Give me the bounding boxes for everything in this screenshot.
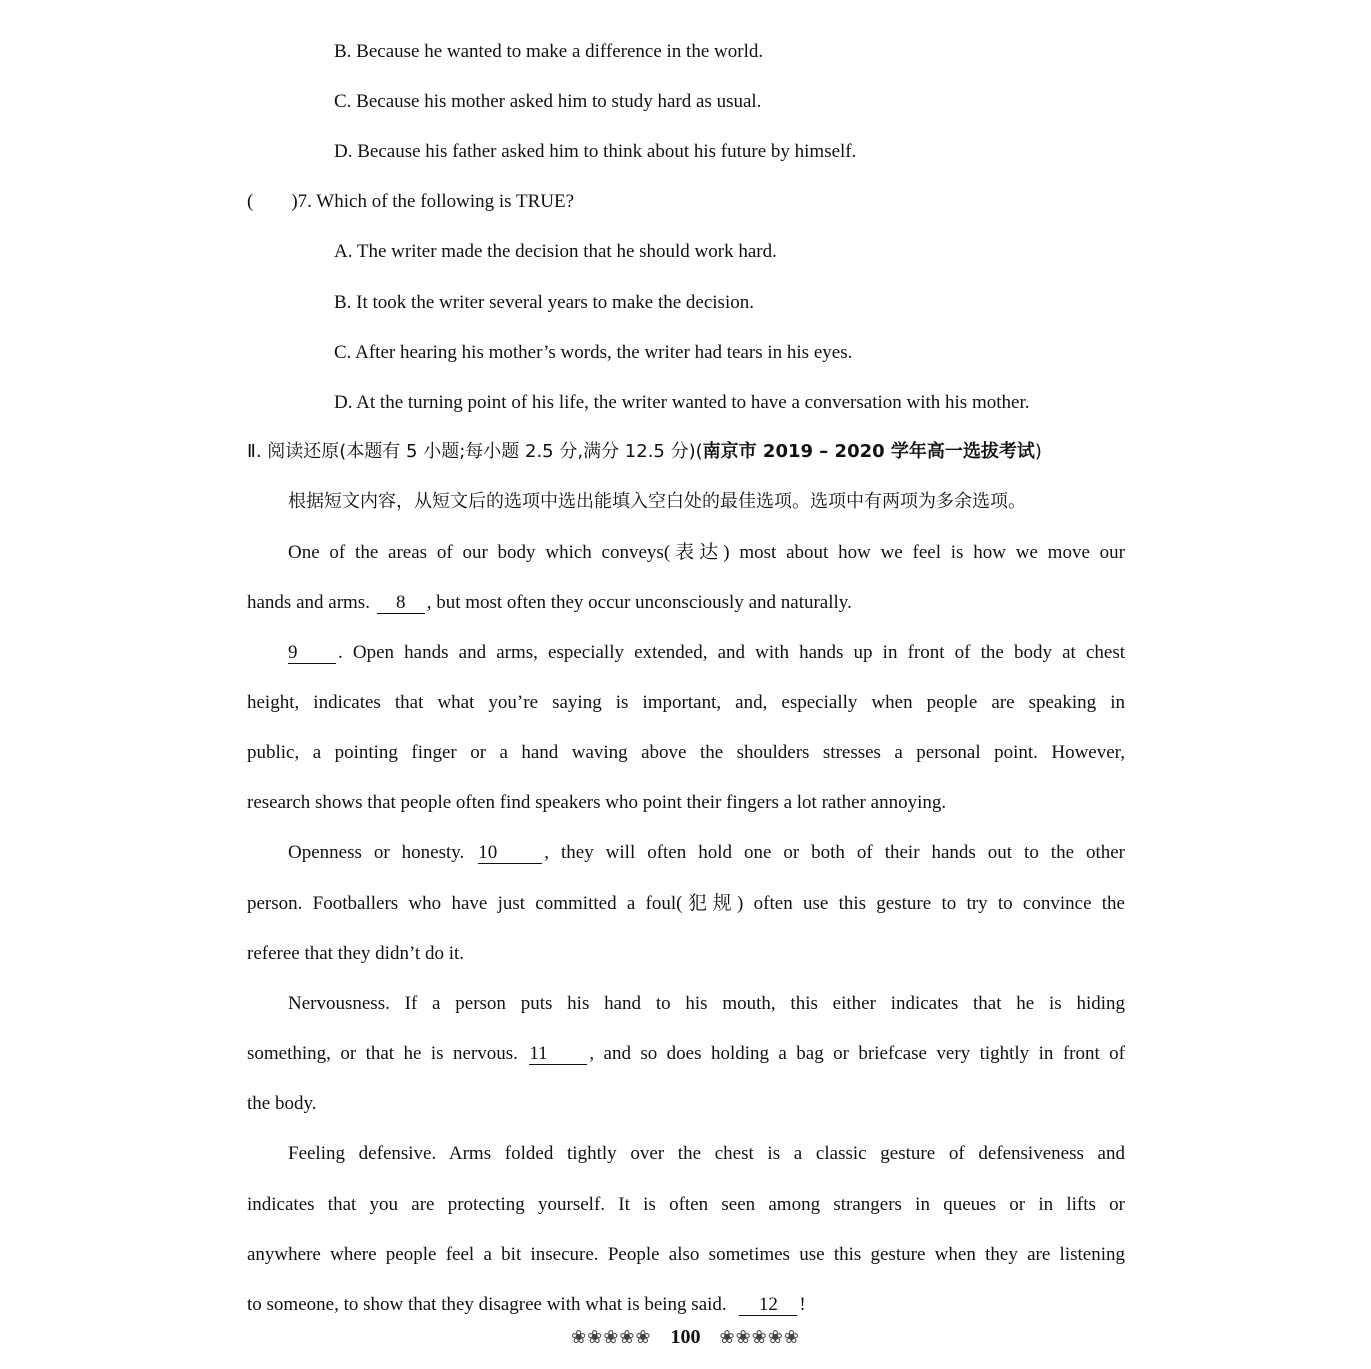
passage-line — [288, 641, 1125, 665]
section-instruction: 根据短文内容，从短文后的选项中选出能填入空白处的最佳选项。选项中有两项为多余选项。 — [288, 491, 1026, 512]
passage-line: public, a pointing finger or a hand waving above the shoulders stresses a personal point. However, — [247, 742, 1125, 763]
blank-9: 9 — [288, 643, 336, 664]
section-source: 南京市 2019 – 2020 学年高一选拔考试 — [702, 441, 1035, 462]
passage-line — [247, 1042, 1125, 1066]
blank-10: 10 — [478, 843, 542, 864]
passage-line — [247, 1293, 806, 1317]
q7-option-d: D. At the turning point of his life, the writer wanted to have a conversation with his mother. — [334, 392, 1030, 413]
passage-text: to someone, to show that they disagree with what is being said. — [247, 1294, 727, 1315]
passage-line: indicates that you are protecting yourself. It is often seen among strangers in queues or in lifts or — [247, 1194, 1125, 1215]
page-number: 100 — [670, 1326, 701, 1348]
passage-line: referee that they didn’t do it. — [247, 943, 465, 964]
page-footer — [0, 1324, 1371, 1351]
passage-line — [247, 591, 852, 615]
passage-line: anywhere where people feel a bit insecure. People also sometimes use this gesture when they are listening — [247, 1244, 1125, 1265]
q7-option-c: C. After hearing his mother’s words, the writer had tears in his eyes. — [334, 342, 853, 363]
passage-line: research shows that people often find speakers who point their fingers a lot rather annoying. — [247, 792, 947, 813]
q6-option-c: C. Because his mother asked him to study hard as usual. — [334, 91, 762, 112]
passage-text: Openness or honesty. — [288, 842, 465, 863]
passage-text: , they will often hold one or both of their hands out to the other — [544, 842, 1126, 863]
passage-text: , but most often they occur unconsciously and naturally. — [426, 592, 852, 613]
section-heading-text: Ⅱ. 阅读还原(本题有 5 小题;每小题 2.5 分,满分 12.5 分)( — [247, 441, 703, 462]
passage-line: Feeling defensive. Arms folded tightly over the chest is a classic gesture of defensiveness and — [288, 1143, 1125, 1164]
flower-decoration-icon: ❀❀❀❀❀ — [719, 1327, 800, 1348]
passage-line: height, indicates that what you’re saying is important, and, especially when people are speaking in — [247, 692, 1125, 713]
q7-option-b: B. It took the writer several years to make the decision. — [334, 292, 754, 313]
passage-line: Nervousness. If a person puts his hand to his mouth, this either indicates that he is hiding — [288, 993, 1125, 1014]
passage-text: ! — [799, 1294, 806, 1315]
section-heading — [247, 440, 1042, 464]
blank-8: 8 — [377, 593, 425, 614]
blank-11: 11 — [529, 1044, 587, 1065]
q7-stem: ( )7. Which of the following is TRUE? — [247, 191, 574, 212]
passage-line: person. Footballers who have just committed a foul(犯规) often use this gesture to try to convince the — [247, 893, 1125, 914]
passage-line — [288, 841, 1125, 865]
passage-text: something, or that he is nervous. — [247, 1043, 518, 1064]
passage-text: hands and arms. — [247, 592, 370, 613]
q6-option-d: D. Because his father asked him to think about his future by himself. — [334, 141, 857, 162]
passage-text: . Open hands and arms, especially extended, and with hands up in front of the body at chest — [338, 642, 1125, 663]
flower-decoration-icon: ❀❀❀❀❀ — [571, 1327, 652, 1348]
passage-text: , and so does holding a bag or briefcase very tightly in front of — [589, 1043, 1126, 1064]
q6-option-b: B. Because he wanted to make a difference in the world. — [334, 41, 764, 62]
blank-12: 12 — [739, 1295, 797, 1316]
passage-line: One of the areas of our body which conveys(表达) most about how we feel is how we move our — [288, 542, 1125, 563]
q7-option-a: A. The writer made the decision that he should work hard. — [334, 241, 777, 262]
passage-line: the body. — [247, 1093, 317, 1114]
section-heading-end: ) — [1034, 441, 1042, 462]
